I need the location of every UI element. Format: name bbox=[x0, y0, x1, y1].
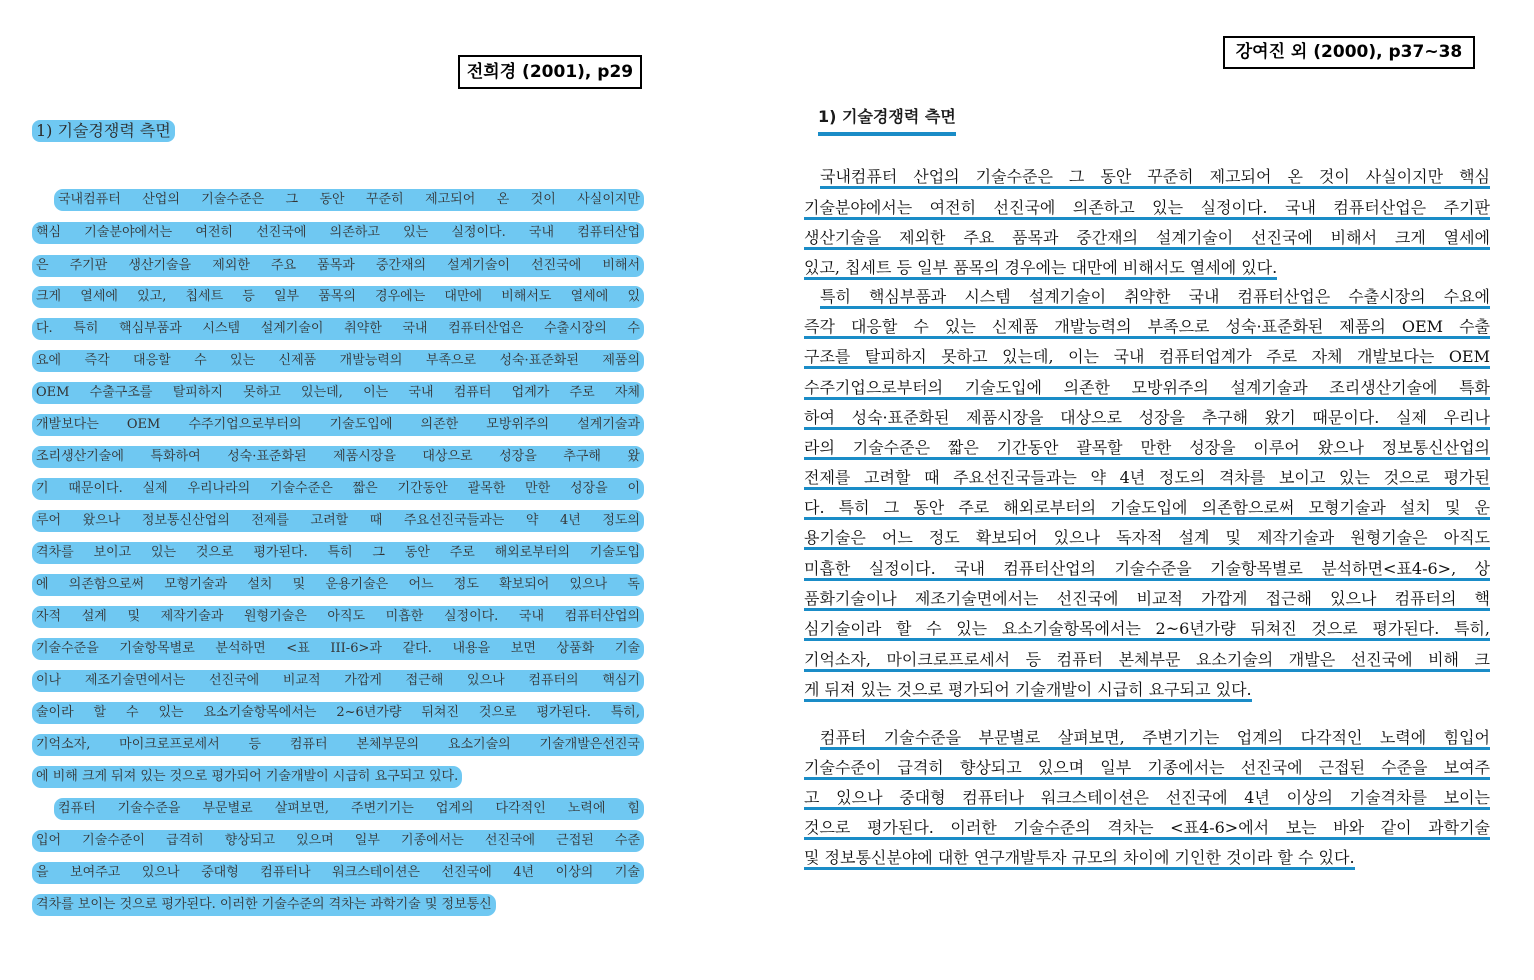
left-text-line: 크게 열세에 있고, 칩세트 등 일부 품목의 경우에는 대만에 비해서도 열세에 있 bbox=[32, 286, 644, 308]
right-text-line: 심기술이라 할 수 있는 요소기술항목에서는 2~6년가량 뒤쳐진 것으로 평가된다. 특히, bbox=[804, 617, 1490, 641]
left-text-line: 에 의존함으로써 모형기술과 설치 및 운용기술은 어느 정도 확보되어 있으나 독 bbox=[32, 574, 644, 596]
right-text-line: 기억소자, 마이크로프로세서 등 컴퓨터 본체부문 요소기술의 개발은 선진국에 비해 크 bbox=[804, 648, 1490, 672]
right-text-line: 즉각 대응할 수 있는 신제품 개발능력의 부족으로 성숙·표준화된 제품의 OEM 수출 bbox=[804, 315, 1490, 339]
left-section-heading: 1) 기술경쟁력 측면 bbox=[32, 120, 175, 142]
right-text-line: 고 있으나 중대형 컴퓨터나 워크스테이션은 선진국에 4년 이상의 기술격차를 보이는 bbox=[804, 786, 1490, 810]
right-text-line: 특히 핵심부품과 시스템 설계기술이 취약한 국내 컴퓨터산업은 수출시장의 수요에 bbox=[820, 285, 1490, 309]
left-text-line: 을 보여주고 있으나 중대형 컴퓨터나 워크스테이션은 선진국에 4년 이상의 기술 bbox=[32, 862, 644, 884]
right-text-line: 기술수준이 급격히 향상되고 있으며 일부 기종에서는 선진국에 근접된 수준을 보여주 bbox=[804, 756, 1490, 780]
left-document-page bbox=[0, 0, 690, 980]
left-text-line: 컴퓨터 기술수준을 부문별로 살펴보면, 주변기기는 업계의 다각적인 노력에 힘 bbox=[54, 798, 644, 820]
left-text-line: 술이라 할 수 있는 요소기술항목에서는 2~6년가량 뒤쳐진 것으로 평가된다. 특히, bbox=[32, 702, 644, 724]
right-text-line: 다. 특히 그 동안 주로 해외로부터의 기술도입에 의존함으로써 모형기술과 설치 및 운 bbox=[804, 496, 1490, 520]
left-text-line: 기억소자, 마이크로프로세서 등 컴퓨터 본체부문의 요소기술의 기술개발은선진국 bbox=[32, 734, 644, 756]
right-document-page bbox=[760, 0, 1534, 980]
right-text-line: 품화기술이나 제조기술면에서는 선진국에 비교적 가깝게 접근해 있으나 컴퓨터의 핵 bbox=[804, 587, 1490, 611]
right-text-line: 있고, 칩세트 등 일부 품목의 경우에는 대만에 비해서도 열세에 있다. bbox=[804, 256, 1277, 280]
right-text-line: 및 정보통신분야에 대한 연구개발투자 규모의 차이에 기인한 것이라 할 수 있다. bbox=[804, 846, 1355, 870]
left-text-line: 격차를 보이고 있는 것으로 평가된다. 특히 그 동안 주로 해외로부터의 기술도입 bbox=[32, 542, 644, 564]
right-text-line: 라의 기술수준은 짧은 기간동안 괄목할 만한 성장을 이루어 왔으나 정보통신산업의 bbox=[804, 436, 1490, 460]
left-text-line: 이나 제조기술면에서는 선진국에 비교적 가깝게 접근해 있으나 컴퓨터의 핵심기 bbox=[32, 670, 644, 692]
left-text-line: 다. 특히 핵심부품과 시스템 설계기술이 취약한 국내 컴퓨터산업은 수출시장의 수 bbox=[32, 318, 644, 340]
right-text-line: 구조를 탈피하지 못하고 있는데, 이는 국내 컴퓨터업계가 주로 자체 개발보다는 OEM bbox=[804, 345, 1490, 369]
left-text-line: OEM 수출구조를 탈피하지 못하고 있는데, 이는 국내 컴퓨터 업계가 주로 자체 bbox=[32, 382, 644, 404]
left-text-line: 자적 설계 및 제작기술과 원형기술은 아직도 미흡한 실정이다. 국내 컴퓨터산업의 bbox=[32, 606, 644, 628]
left-text-line: 에 비해 크게 뒤져 있는 것으로 평가되어 기술개발이 시급히 요구되고 있다. bbox=[32, 766, 462, 788]
left-text-line: 조리생산기술에 특화하여 성숙·표준화된 제품시장을 대상으로 성장을 추구해 왔 bbox=[32, 446, 644, 468]
left-text-line: 기 때문이다. 실제 우리나라의 기술수준은 짧은 기간동안 괄목한 만한 성장을 이 bbox=[32, 478, 644, 500]
right-section-heading: 1) 기술경쟁력 측면 bbox=[818, 106, 956, 136]
left-text-line: 개발보다는 OEM 수주기업으로부터의 기술도입에 의존한 모방위주의 설계기술과 bbox=[32, 414, 644, 436]
right-text-line: 용기술은 어느 정도 확보되어 있으나 독자적 설계 및 제작기술과 원형기술은 아직도 bbox=[804, 526, 1490, 550]
right-text-line: 미흡한 실정이다. 국내 컴퓨터산업의 기술수준을 기술항목별로 분석하면<표4-6>, 상 bbox=[804, 557, 1490, 581]
left-text-line: 핵심 기술분야에서는 여전히 선진국에 의존하고 있는 실정이다. 국내 컴퓨터산업 bbox=[32, 222, 644, 244]
right-text-line: 컴퓨터 기술수준을 부문별로 살펴보면, 주변기기는 업계의 다각적인 노력에 힘입어 bbox=[820, 726, 1490, 750]
right-text-line: 전제를 고려할 때 주요선진국들과는 약 4년 정도의 격차를 보이고 있는 것으로 평가된 bbox=[804, 466, 1490, 490]
right-text-line: 것으로 평가된다. 이러한 기술수준의 격차는 <표4-6>에서 보는 바와 같이 과학기술 bbox=[804, 816, 1490, 840]
right-text-line: 생산기술을 제외한 주요 품목과 중간재의 설계기술이 선진국에 비해서 크게 열세에 bbox=[804, 226, 1490, 250]
right-text-line: 수주기업으로부터의 기술도입에 의존한 모방위주의 설계기술과 조리생산기술에 특화 bbox=[804, 376, 1490, 400]
left-text-line: 은 주기판 생산기술을 제외한 주요 품목과 중간재의 설계기술이 선진국에 비해서 bbox=[32, 255, 644, 277]
right-text-line: 기술분야에서는 여전히 선진국에 의존하고 있는 실정이다. 국내 컴퓨터산업은 주기판 bbox=[804, 196, 1490, 220]
left-text-line: 루어 왔으나 정보통신산업의 전제를 고려할 때 주요선진국들과는 약 4년 정도의 bbox=[32, 510, 644, 532]
right-text-line: 게 뒤져 있는 것으로 평가되어 기술개발이 시급히 요구되고 있다. bbox=[804, 678, 1252, 702]
left-text-line: 입어 기술수준이 급격히 향상되고 있으며 일부 기종에서는 선진국에 근접된 수준 bbox=[32, 830, 644, 852]
left-text-line: 격차를 보이는 것으로 평가된다. 이러한 기술수준의 격차는 과학기술 및 정보통신 bbox=[32, 894, 496, 916]
left-text-line: 요에 즉각 대응할 수 있는 신제품 개발능력의 부족으로 성숙·표준화된 제품의 bbox=[32, 350, 644, 372]
right-text-line: 하여 성숙·표준화된 제품시장을 대상으로 성장을 추구해 왔기 때문이다. 실제 우리나 bbox=[804, 406, 1490, 430]
left-citation-box: 전희경 (2001), p29 bbox=[458, 55, 642, 89]
left-text-line: 기술수준을 기술항목별로 분석하면 <표 III-6>과 같다. 내용을 보면 상품화 기술 bbox=[32, 638, 644, 660]
left-text-line: 국내컴퓨터 산업의 기술수준은 그 동안 꾸준히 제고되어 온 것이 사실이지만 bbox=[54, 189, 644, 211]
right-text-line: 국내컴퓨터 산업의 기술수준은 그 동안 꾸준히 제고되어 온 것이 사실이지만 핵심 bbox=[820, 165, 1490, 189]
right-citation-box: 강여진 외 (2000), p37~38 bbox=[1223, 36, 1475, 69]
